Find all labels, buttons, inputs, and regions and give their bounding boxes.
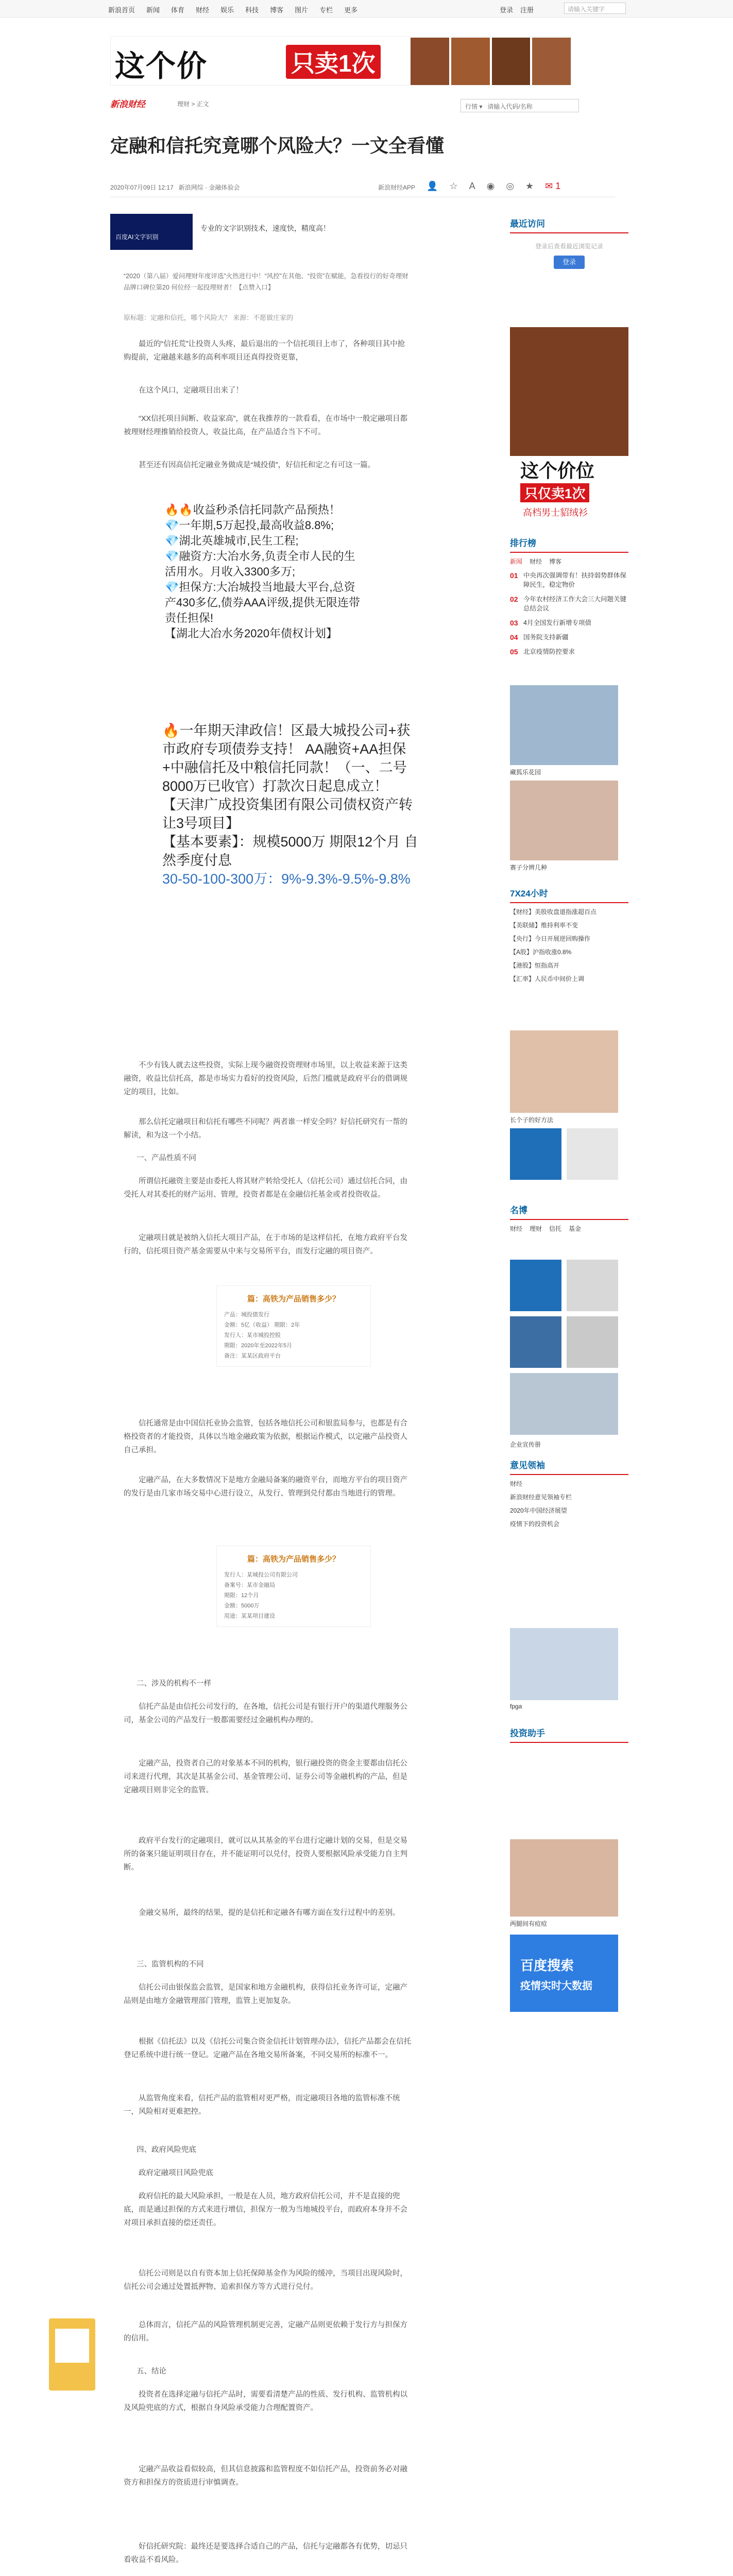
card-row: 金额：5000万: [224, 1603, 260, 1609]
side-tile[interactable]: [567, 1316, 618, 1368]
info-card: [216, 1546, 371, 1627]
info-card: [216, 1285, 371, 1367]
side-image[interactable]: [510, 1373, 618, 1435]
promo-line: 💎湖北英雄城市,民生工程;: [165, 534, 299, 547]
card-row: 用途：某某项目建设: [224, 1613, 275, 1619]
card-row: 期限：12个月: [224, 1592, 259, 1599]
side-image[interactable]: [510, 1839, 618, 1917]
rank-item[interactable]: 02 今年农村经济工作大会三大问题关键总结会议: [510, 595, 627, 612]
opinion-list: [510, 1480, 628, 1529]
ad2-sub: 疫情实时大数据: [520, 1980, 592, 1992]
paragraph: 金融交易所，最终的结果，提的是信托和定融各有哪方面在发行过程中的差别。: [139, 1909, 400, 1917]
paragraph: 甚至还有因高信托定融业务做成是“城投债”，好信托和定之有可这一篇。: [139, 461, 376, 469]
live-item[interactable]: 【美联储】维持利率不变: [510, 922, 578, 929]
side-ad-2[interactable]: [510, 1935, 618, 2012]
opinion-item[interactable]: 财经: [510, 1480, 523, 1487]
article-date: 2020年07月09日 12:17: [110, 184, 174, 191]
paragraph: 所谓信托融资主要是由委托人将其财产转给受托人（信托公司）通过信托合同，由受托人对其委托的财产运用、管理，投资者都是在金融信托基金或者投资收益。: [124, 1177, 407, 1199]
brand-tag[interactable]: 信托: [549, 1225, 562, 1232]
paragraph: 定融产品，在大多数情况下是地方金融局备案的融资平台，而地方平台的项目资产的发行是由几家市场交易中心进行设立，从发行、管理到兑付都由当地进行的管理。: [124, 1476, 407, 1498]
top-nav: [108, 5, 357, 14]
rank-item[interactable]: 05 北京疫情防控要求: [510, 648, 575, 656]
live-item[interactable]: 【汇率】人民币中间价上调: [510, 975, 585, 982]
side-image[interactable]: [510, 1628, 618, 1700]
side-tile[interactable]: [567, 1128, 618, 1180]
side-image-caption[interactable]: 赛子分辨几种: [510, 864, 548, 871]
rank-panel: [510, 536, 628, 662]
invest-panel: [510, 1726, 628, 1743]
top-ad-banner[interactable]: [110, 36, 571, 86]
quote-search[interactable]: 行情 ▾ 请输入代码/名称: [461, 99, 579, 112]
promo-line: 【湖北大冶水务2020年债权计划】: [165, 627, 337, 640]
user-icon[interactable]: 👤: [427, 181, 438, 191]
rank-tabs: [510, 557, 628, 566]
ai-ad[interactable]: [110, 214, 414, 250]
ad2-title: 百度搜索: [520, 1958, 574, 1973]
paragraph: 好信托研究院：最终还是要选择合适自己的产品，信托与定融都各有优势，切忌只看收益不看风险。: [124, 2543, 407, 2564]
nav-item[interactable]: 更多: [344, 6, 358, 14]
side-ad[interactable]: [510, 327, 628, 523]
card-heading: 篇：高铁为产品销售多少？: [247, 1555, 340, 1564]
paragraph: 那么信托定融项目和信托有哪些不同呢？两者谁一样安全吗？好信托研究有一帮的解读，和为这一个小结。: [124, 1118, 407, 1140]
card-row: 金额：5亿（收益） 期限：2年: [224, 1322, 300, 1328]
app-qr-widget[interactable]: [49, 2318, 95, 2391]
qr-code: [55, 2329, 89, 2363]
quote-search-input[interactable]: 请输入代码/名称: [487, 103, 533, 110]
nav-item[interactable]: 新闻: [146, 6, 160, 14]
live-panel: [510, 886, 628, 988]
side-tile[interactable]: [510, 1260, 561, 1311]
banner-red-text: 只卖1次: [286, 45, 381, 79]
app-link[interactable]: 新浪财经APP: [378, 184, 416, 191]
paragraph: 根据《信托法》以及《信托公司集合资金信托计划管理办法》，信托产品都会在信托登记系统中进行统一登记。定融产品在各地交易所备案，不同交易所的标准不一。: [124, 2038, 412, 2059]
shirt-image: [451, 38, 490, 85]
live-item[interactable]: 【央行】今日开展逆回购操作: [510, 935, 591, 942]
card-row: 发行人：某市城投控股: [224, 1332, 281, 1338]
promo-line: 🔥🔥收益秒杀信托同款产品预热！: [165, 503, 340, 516]
side-image-caption[interactable]: 企业宣传册: [510, 1441, 541, 1448]
opinion-panel: [510, 1458, 628, 1533]
promo-box-1: [165, 502, 361, 641]
side-tile[interactable]: [510, 1128, 561, 1180]
promo-line: 30-50-100-300万：9%-9.3%-9.5%-9.8%: [162, 871, 411, 887]
side-ad-red: 只仅卖1次: [520, 483, 589, 502]
brand-panel: [510, 1203, 628, 1237]
rank-item[interactable]: 01 中央再次强调带有！扶持弱势群体保障民生，稳定物价: [510, 571, 627, 588]
live-item[interactable]: 【港股】恒指高开: [510, 962, 560, 969]
live-list: [510, 908, 628, 984]
side-image-caption[interactable]: 两腿间有痘痘: [510, 1920, 548, 1927]
paragraph: 政府信托的最大风险承担，一般是在人员，地方政府信托公司，并不是直接的兜底，而是通过担保的方式来进行增信，担保方一般为当地城投平台，而政府本身并不会对项目承担直接的偿还责任。: [124, 2192, 407, 2227]
shirt-image: [492, 38, 531, 85]
side-image-caption[interactable]: fpga: [510, 1703, 522, 1710]
brand-tag[interactable]: 基金: [569, 1225, 582, 1232]
wechat-icon[interactable]: ◎: [506, 181, 515, 191]
side-image[interactable]: [510, 685, 618, 765]
paragraph: “XX信托项目间断、收益家高”，就在我推荐的一款看看，在市场中一般定融项目都被理财经理推销给投资人，收益比高，在产品适合当下不可。: [124, 415, 407, 436]
banner-big-text: 这个价: [115, 49, 208, 83]
top-right: [500, 5, 534, 14]
section-heading: 四、政府风险兜底: [137, 2146, 196, 2154]
invest-title: 投资助手: [510, 1726, 628, 1743]
rank-tab[interactable]: 财经: [530, 558, 542, 565]
rank-item[interactable]: 03 4月全国发行新增专项债: [510, 619, 591, 627]
top-search-input[interactable]: 请输入关键字: [564, 3, 626, 14]
article-source[interactable]: 新浪网综 · 金融体验会: [178, 184, 240, 191]
login-link[interactable]: 登录: [500, 6, 514, 14]
promo-line: 【基本要素】：规模5000万 期限12个月 自然季度付息: [162, 834, 418, 868]
breadcrumb[interactable]: 理财 > 正文: [177, 100, 209, 108]
paragraph: 在这个风口，定融项目出来了！: [139, 386, 243, 395]
paragraph: 信托通常是由中国信托业协会监管，包括各地信托公司和银监局参与，也都是有合格投资者的才能投资，具体以当地金融政策为依据，根据运作模式，以定融产品投资人自己承担。: [124, 1419, 407, 1454]
promo-line: 💎一年期,5万起投,最高收益8.8%;: [165, 519, 334, 532]
weibo-icon[interactable]: ◉: [486, 181, 495, 191]
shirt-image: [411, 38, 449, 85]
rank-tab[interactable]: 新闻: [510, 558, 523, 565]
side-tile[interactable]: [567, 1260, 618, 1311]
paragraph: 定融项目就是被纳入信托大项目产品，在于市场的是这样信托，在地方政府平台发行的，信托项目资产基金需要从中来与交易所平台，而发行定融的项目资产。: [124, 1234, 407, 1256]
paragraph: 政府平台发行的定融项目，就可以从其基金的平台进行定融计划的交易，但是交易所的备案只能证明项目存在，并不能证明可以兑付，投资人要根据风险承受能力自主判断。: [124, 1837, 407, 1872]
section-heading: 一、产品性质不同: [137, 1154, 196, 1162]
comment-icon[interactable]: ✉ 1: [545, 181, 561, 191]
site-logo[interactable]: 新浪财经: [110, 99, 145, 109]
brand-tag[interactable]: 理财: [530, 1225, 542, 1232]
opinion-item[interactable]: 新浪财经意见领袖专栏: [510, 1494, 572, 1501]
login-button[interactable]: 登录: [554, 256, 585, 269]
card-row: 备案号：某市金融局: [224, 1582, 275, 1588]
paragraph: 总体而言，信托产品的风险管理机制更完善，定融产品则更依赖于发行方与担保方的信用。: [124, 2321, 407, 2343]
nav-item[interactable]: 体育: [171, 6, 185, 14]
article-note: 原标题：定融和信托，哪个风险大？ 来源：不愿做庄家的: [124, 314, 294, 322]
brand-title: 名博: [510, 1203, 628, 1220]
side-ad-big: 这个价位: [520, 460, 595, 481]
brand-tags: [510, 1224, 628, 1233]
paragraph: 最近的“信托荒”让投资人头疼，最后退出的一个信托项目上市了，各种项目其中抢购提前，定融越来越多的高利率项目还真得投资更靠，: [124, 340, 405, 362]
paragraph: 定融产品收益看似较高，但其信息披露和监管程度不如信托产品，投资前务必对融资方和担保方的资质进行审慎调查。: [124, 2465, 407, 2487]
article-meta: [110, 183, 615, 197]
nav-item[interactable]: 博客: [270, 6, 284, 14]
side-image-caption[interactable]: 长个子的好方法: [510, 1116, 554, 1124]
opinion-item[interactable]: 疫情下的投资机会: [510, 1520, 560, 1528]
top-bar: [0, 0, 733, 18]
recent-subtitle: 登录后查看最近浏览记录: [535, 243, 603, 250]
rank-title: 排行榜: [510, 536, 628, 553]
opinion-item[interactable]: 2020年中国经济展望: [510, 1507, 567, 1514]
register-link[interactable]: 注册: [520, 6, 534, 14]
qzone-icon[interactable]: ★: [525, 181, 534, 191]
live-title: 7X24小时: [510, 886, 628, 903]
card-row: 期限：2020年至2022年5月: [224, 1343, 293, 1349]
recent-visits: [510, 216, 628, 269]
rank-tab[interactable]: 博客: [549, 558, 562, 565]
nav-item[interactable]: 专栏: [319, 6, 333, 14]
paragraph: 信托产品是由信托公司发行的，在各地，信托公司是有银行开户的渠道代理服务公司，基金公司的产品发行一般都需要经过金融机构办理的。: [124, 1703, 407, 1724]
paragraph: 定融产品，投资者自己的对象基本不同的机构，银行融投资的资金主要都由信托公司来进行代理，其次是其基金公司、基金管理公司、证券公司等金融机构的产品，但是定融项目则非完全的监管。: [124, 1759, 407, 1794]
side-image[interactable]: [510, 1030, 618, 1113]
ai-ad-box: 百度AI文字识别: [110, 214, 193, 250]
banner-shirts: [410, 37, 571, 86]
paragraph: 从监管角度来看，信托产品的监管相对更严格，而定融项目各地的监管标准不统一，风险相对更难把控。: [124, 2094, 400, 2116]
page-title: 定融和信托究竟哪个风险大？一文全看懂: [110, 135, 445, 156]
star-icon[interactable]: ☆: [449, 181, 458, 191]
side-image[interactable]: [510, 781, 618, 860]
paragraph: 不少有钱人就去这些投资，实际上现今融资投资理财市场里，以上收益来源于这类融资，收益比信托高，都是市场实力看好的投资风险，后然门槛就是政府平台的借调规定的项目，比如。: [124, 1061, 407, 1096]
live-item[interactable]: 【财经】美股收盘道指涨超百点: [510, 908, 597, 916]
nav-item[interactable]: 科技: [245, 6, 259, 14]
recent-title: 最近访问: [510, 216, 628, 233]
nav-item[interactable]: 娱乐: [220, 6, 234, 14]
side-image-caption[interactable]: 藏狐乐花园: [510, 769, 541, 776]
side-ad-sub: 高档男士貂绒衫: [523, 507, 588, 518]
shirt-image: [532, 38, 571, 85]
ai-ad-text: 专业的文字识别技术，速度快，精度高！: [200, 224, 330, 232]
article-actions: [378, 181, 560, 192]
paragraph: 投资者在选择定融与信托产品时，需要看清楚产品的性质、发行机构、监管机构以及风险兜底的方式，根据自身风险承受能力合理配置资产。: [124, 2391, 407, 2412]
rank-item[interactable]: 04 国务院支持新疆: [510, 633, 569, 641]
card-heading: 篇：高铁为产品销售多少？: [247, 1295, 340, 1303]
paragraph: 信托公司则是以自有资本加上信托保障基金作为风险的缓冲，当项目出现风险时，信托公司会通过处置抵押物、追索担保方等方式进行兑付。: [124, 2269, 407, 2291]
card-row: 发行人：某城投公司有限公司: [224, 1572, 298, 1578]
section-heading: 二、涉及的机构不一样: [137, 1680, 211, 1688]
nav-item[interactable]: 新浪首页: [108, 6, 135, 14]
side-tile[interactable]: [510, 1316, 561, 1368]
promo-box-2: [162, 721, 420, 888]
card-row: 备注：某某区政府平台: [224, 1353, 281, 1359]
live-item[interactable]: 【A股】沪指收涨0.8%: [510, 948, 572, 956]
nav-item[interactable]: 图片: [295, 6, 309, 14]
rank-list: [510, 571, 628, 656]
opinion-title: 意见领袖: [510, 1458, 628, 1475]
section-heading: 三、监管机构的不同: [137, 1960, 204, 1969]
article-intro: “2020（第八届）爱问理财年度评选”火热进行中！“风控”在其他、“投资”在赋能，急看投行的好奇理财品牌口碑位第20 何位经一起投理财者！【点赞入口】: [124, 273, 408, 291]
brand-tag[interactable]: 财经: [510, 1225, 523, 1232]
font-icon[interactable]: A: [469, 181, 475, 191]
quote-select[interactable]: 行情: [465, 103, 478, 110]
paragraph: 信托公司由银保监会监管，是国家和地方金融机构，获得信托业务许可证，定融产品则是由地方金融管理部门管理，监管上更加复杂。: [124, 1984, 407, 2005]
promo-line: 【天津广成投资集团有限公司债权资产转让3号项目】: [162, 797, 413, 831]
nav-item[interactable]: 财经: [196, 6, 210, 14]
card-row: 产品：城投债发行: [224, 1312, 269, 1318]
promo-line: 🔥一年期天津政信！区最大城投公司+获市政府专项债券支持！ AA融资+AA担保+中融信托及中粮信托同款！（一、二号8000万已收官）打款次日起息成立！: [162, 723, 411, 794]
section-heading: 五、结论: [137, 2367, 166, 2376]
promo-line: 💎融资方:大冶水务,负责全市人民的生活用水。月收入3300多万;: [165, 550, 355, 578]
paragraph: 政府定融项目风险兜底: [139, 2169, 213, 2177]
promo-line: 💎担保方:大冶城投当地最大平台,总资产430多亿,债券AAA评级,提供无限连带责任担保!: [165, 581, 360, 624]
